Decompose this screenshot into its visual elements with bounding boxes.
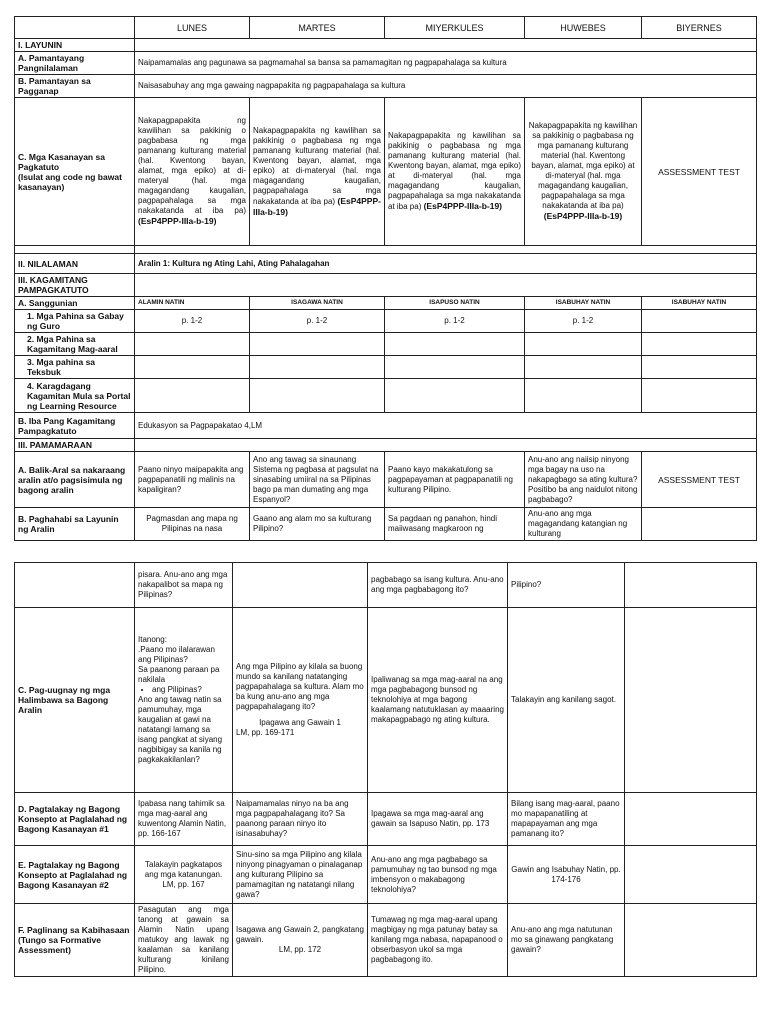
kasanayan-label-sub: (Isulat ang code ng bawat kasanayan) xyxy=(18,171,122,192)
question-text: Sa paanong paraan pa nakilala xyxy=(138,665,220,684)
section-nilalaman: II. NILALAMAN xyxy=(15,254,135,274)
col-head-isabuhay-2: ISABUHAY NATIN xyxy=(642,297,757,310)
empty-cell xyxy=(385,356,525,379)
balik-aral-label: A. Balik-Aral sa nakaraang aralin at/o pagsisimula ng bagong aralin xyxy=(15,452,135,508)
pagtalakay-2-lunes: Talakayin pagkatapos ang mga katanungan. LM, pp. 167 xyxy=(135,846,233,904)
balik-aral-lunes: Paano ninyo maipapakita ang pagpapanatili ng malinis na kapaligiran? xyxy=(135,452,250,508)
iba-pang-kagamitan-label: B. Iba Pang Kagamitang Pampagkatuto xyxy=(15,413,135,439)
assessment-test: ASSESSMENT TEST xyxy=(642,452,757,508)
gawain-text: Isagawa ang Gawain 2, pangkatang gawain. xyxy=(236,925,364,944)
sanggunian-label: A. Sanggunian xyxy=(15,297,135,310)
paghahabi-label: B. Paghahabi sa Layunin ng Aralin xyxy=(15,508,135,541)
paghahabi-huwebes: Anu-ano ang mga magagandang katangian ng kulturang xyxy=(525,508,642,541)
empty-cell xyxy=(642,508,757,541)
pagtalakay-1-label: D. Pagtalakay ng Bagong Konsepto at Paglalahad ng Bagong Kasanayan #1 xyxy=(15,793,135,846)
kasanayan-lunes xyxy=(135,98,250,246)
pag-uugnay-huwebes: Talakayin ang kanilang sagot. xyxy=(508,608,625,793)
empty-cell xyxy=(525,379,642,413)
paghahabi-cont-huwebes: Pilipino? xyxy=(508,563,625,608)
empty-cell xyxy=(15,246,135,254)
empty-cell xyxy=(250,333,385,356)
karagdagang-label: 4. Karagdagang Kagamitan Mula sa Portal ng Learning Resource xyxy=(15,379,135,413)
col-head-isabuhay: ISABUHAY NATIN xyxy=(525,297,642,310)
paglinang-martes xyxy=(233,904,368,977)
empty-cell xyxy=(642,310,757,333)
balik-aral-huwebes: Anu-ano ang naiisip ninyong mga bagay na uso na nakapagbago sa ating kultura? Positibo ba ang naidulot nitong pagbabago? xyxy=(525,452,642,508)
kasanayan-miyerkules xyxy=(385,98,525,246)
pagtalakay-2-label: E. Pagtalakay ng Bagong Konsepto at Paglalahad ng Bagong Kasanayan #2 xyxy=(15,846,135,904)
empty-cell xyxy=(135,246,757,254)
pamantayang-pangnilalaman-label: A. Pamantayang Pangnilalaman xyxy=(15,52,135,75)
gabay-page: p. 1-2 xyxy=(525,310,642,333)
paghahabi-miyerkules: Sa pagdaan ng panahon, hindi maiiwasang magkaroon ng xyxy=(385,508,525,541)
pagtalakay-1-lunes: Ipabasa nang tahimik sa mga mag-aaral ang kuwentong Alamin Natin, pp. 166-167 xyxy=(135,793,233,846)
itanong-text: Itanong: xyxy=(138,635,167,644)
paglinang-miyerkules: Tumawag ng mga mag-aaral upang magbigay ng mga patunay batay sa kanilang mga nabasa, napapanood o obserbasyon ukol sa mga pagbabagong ito. xyxy=(368,904,508,977)
empty-cell xyxy=(625,846,757,904)
empty-cell xyxy=(135,333,250,356)
kasanayan-text: Nakapagpapakita ng kawilihan sa pakikinig o pagbabasa ng mga pamanang kulturang material (hal. Kwentong bayan, alamat, mga epiko) at di-materyal (hal. mga magagandang kaugalian, pagpapahalaga sa mga nakakatanda at iba pa) xyxy=(388,131,521,211)
pagtalakay-1-martes: Naipamamalas ninyo na ba ang mga pagpapahalagang ito? Sa paanong paraan ninyo ito isinasabuhay? xyxy=(233,793,368,846)
empty-cell xyxy=(642,356,757,379)
pag-uugnay-miyerkules: Ipaliwanag sa mga mag-aaral na ang mga pagbabagong bunsod ng teknolohiya at mga bagong kaalamang natutuklasan ay maaaring makapagpabago ng ating kultura. xyxy=(368,608,508,793)
pagtalakay-2-miyerkules: Anu-ano ang mga pagbabago sa pamumuhay ng tao bunsod ng mga imbensyon o makabagong teknolohiya? xyxy=(368,846,508,904)
empty-cell xyxy=(135,379,250,413)
paghahabi-lunes: Pagmasdan ang mapa ng Pilipinas na nasa xyxy=(135,508,250,541)
kasanayan-martes xyxy=(250,98,385,246)
lesson-plan-page-2 xyxy=(0,552,768,1024)
empty-cell xyxy=(385,379,525,413)
list-item: • ang Pilipinas? xyxy=(152,685,229,695)
kasanayan-code: (EsP4PPP-IIIa-b-19) xyxy=(423,201,503,211)
paghahabi-cont-lunes: pisara. Anu-ano ang mga nakapalibot sa mapa ng Pilipinas? xyxy=(135,563,233,608)
balik-aral-martes: Ano ang tawag sa sinaunang Sistema ng pagbasa at pagsulat na sinasabing umiiral na sa Pilipinas bago pa man dumating ang mga Espanyol? xyxy=(250,452,385,508)
day-friday: BIYERNES xyxy=(642,17,757,39)
question-list xyxy=(138,685,229,695)
kasanayan-text: Nakapagpapakita ng kawilihan sa pakikinig o pagbabasa ng mga pamanang kulturang material (hal. Kwentong bayan, alamat, mga epiko) at di-materyal (hal. mga magagandang kaugalian, pagpapahalaga sa mga nakakatanda at iba pa) xyxy=(528,121,638,210)
empty-cell xyxy=(642,379,757,413)
day-header-row xyxy=(15,17,757,39)
col-head-isagawa: ISAGAWA NATIN xyxy=(250,297,385,310)
pagtalakay-1-miyerkules: Ipagawa sa mga mag-aaral ang gawain sa Isapuso Natin, pp. 173 xyxy=(368,793,508,846)
paglinang-lunes: Pasagutan ang mga tanong at gawain sa Alamin Natin upang matukoy ang lawak ng kaalaman sa kanilang kulturang kinilang Pilipino. xyxy=(135,904,233,977)
lesson-plan-table-continued xyxy=(14,562,757,977)
teksbuk-label: 3. Mga pahina sa Teksbuk xyxy=(15,356,135,379)
empty-cell xyxy=(625,563,757,608)
empty-cell xyxy=(625,608,757,793)
kasanayan-label-main: C. Mga Kasanayan sa Pagkatuto xyxy=(18,151,105,172)
pag-uugnay-label: C. Pag-uugnay ng mga Halimbawa sa Bagong Aralin xyxy=(15,608,135,793)
question-text: .Paano mo ilalarawan ang Pilipinas? xyxy=(138,645,215,664)
gabay-page: p. 1-2 xyxy=(250,310,385,333)
section-layunin: I. LAYUNIN xyxy=(15,39,135,52)
paghahabi-cont-martes xyxy=(233,563,368,608)
col-head-isapuso: ISAPUSO NATIN xyxy=(385,297,525,310)
assessment-test: ASSESSMENT TEST xyxy=(642,98,757,246)
task-text: Ipagawa ang Gawain 1 xyxy=(259,718,341,727)
empty-cell xyxy=(625,793,757,846)
empty-cell xyxy=(135,39,757,52)
pag-uugnay-lunes xyxy=(135,608,233,793)
empty-cell xyxy=(15,563,135,608)
gabay-page: p. 1-2 xyxy=(135,310,250,333)
day-wednesday: MIYERKULES xyxy=(385,17,525,39)
paghahabi-cont-miyerkules: pagbabago sa isang kultura. Anu-ano ang mga pagbabagong ito? xyxy=(368,563,508,608)
corner-cell xyxy=(15,17,135,39)
paglinang-label: F. Paglinang sa Kabihasaan (Tungo sa Formative Assessment) xyxy=(15,904,135,977)
balik-aral-miyerkules: Paano kayo makakatulong sa pagpapayaman at pagpapanatili ng kulturang Pilipino. xyxy=(385,452,525,508)
kasanayan-label xyxy=(15,98,135,246)
empty-cell xyxy=(250,356,385,379)
day-monday: LUNES xyxy=(135,17,250,39)
col-head-alamin: ALAMIN NATIN xyxy=(135,297,250,310)
day-thursday: HUWEBES xyxy=(525,17,642,39)
empty-cell xyxy=(642,333,757,356)
pagtalakay-1-huwebes: Bilang isang mag-aaral, paano mo mapapanatiling at mapapayaman ang mga pamanang ito? xyxy=(508,793,625,846)
empty-cell xyxy=(625,904,757,977)
paragraph-text: Ang mga Pilipino ay kilala sa buong mundo sa kanilang natatanging pagpapahalaga sa kultura. Alam mo ba kung anu-ano ang mga pagpapahalagang ito? xyxy=(236,662,364,711)
lesson-plan-table xyxy=(14,16,757,541)
question-text: Ano ang tawag natin sa pamumuhay, mga kaugalian at gawi na natatangi lamang sa isang pangkat at siyang nagbibigay sa kanila ng pagkakakilanlan? xyxy=(138,695,223,764)
kasanayan-code: (EsP4PPP-IIIa-b-19) xyxy=(543,211,623,221)
empty-cell xyxy=(525,333,642,356)
kasanayan-code: (EsP4PPP-IIIa-b-19) xyxy=(138,216,217,226)
pagtalakay-2-martes: Sinu-sino sa mga Pilipino ang kilala ninyong pinagyaman o pinalaganap ang kulturang Pilipino sa pamamagitan ng natatangi nilang gawa? xyxy=(233,846,368,904)
section-pamamaraan: III. PAMAMARAAN xyxy=(15,439,135,452)
empty-cell xyxy=(525,356,642,379)
iba-pang-kagamitan-value: Edukasyon sa Pagpapakatao 4,LM xyxy=(135,413,757,439)
pagtalakay-2-huwebes: Gawin ang Isabuhay Natin, pp. 174-176 xyxy=(508,846,625,904)
kasanayan-text: Nakapagpapakita ng kawilihan sa pakikinig o pagbabasa ng mga pamanang kulturang material (hal. Kwentong bayan, alamat, mga epiko) at di-materyal (hal. mga magagandang kaugalian, pagpapahalaga sa mga nakakatanda at iba pa) xyxy=(138,116,246,215)
section-kagamitan: III. KAGAMITANG PAMPAGKATUTO xyxy=(15,274,135,297)
pamantayan-pagganap-label: B. Pamantayan sa Pagganap xyxy=(15,75,135,98)
empty-cell xyxy=(135,356,250,379)
lm-reference: LM, pp. 172 xyxy=(278,945,322,954)
kasanayan-text: Nakapagpapakita ng kawilihan sa pakikinig o pagbabasa ng mga pamanang kulturang material (hal. Kwentong bayan, alamat, mga epiko) at di-materyal (hal. mga magagandang kaugalian, pagpapahalaga sa mga nakakatanda at iba pa) xyxy=(253,125,381,206)
kagamitang-mag-aaral-label: 2. Mga Pahina sa Kagamitang Mag-aaral xyxy=(15,333,135,356)
pag-uugnay-martes xyxy=(233,608,368,793)
empty-cell xyxy=(135,274,757,297)
empty-cell xyxy=(385,333,525,356)
pamantayan-pagganap-value: Naisasabuhay ang mga gawaing nagpapakita ng pagpapahalaga sa kultura xyxy=(135,75,757,98)
lm-reference: LM, pp. 169-171 xyxy=(236,728,295,737)
pamantayang-pangnilalaman-value: Naipamamalas ang pagunawa sa pagmamahal sa bansa sa pamamagitan ng pagpapahalaga sa kultura xyxy=(135,52,757,75)
empty-cell xyxy=(135,439,757,452)
kasanayan-huwebes xyxy=(525,98,642,246)
kasanayan-code: (EsP4PPP-IIIa-b-19) xyxy=(253,195,381,217)
paghahabi-martes: Gaano ang alam mo sa kulturang Pilipino? xyxy=(250,508,385,541)
nilalaman-value: Aralin 1: Kultura ng Ating Lahi, Ating Pahalagahan xyxy=(135,254,757,274)
paglinang-huwebes: Anu-ano ang mga natutunan mo sa ginawang pangkatang gawain? xyxy=(508,904,625,977)
gabay-guro-label: 1. Mga Pahina sa Gabay ng Guro xyxy=(15,310,135,333)
gabay-page: p. 1-2 xyxy=(385,310,525,333)
empty-cell xyxy=(250,379,385,413)
day-tuesday: MARTES xyxy=(250,17,385,39)
